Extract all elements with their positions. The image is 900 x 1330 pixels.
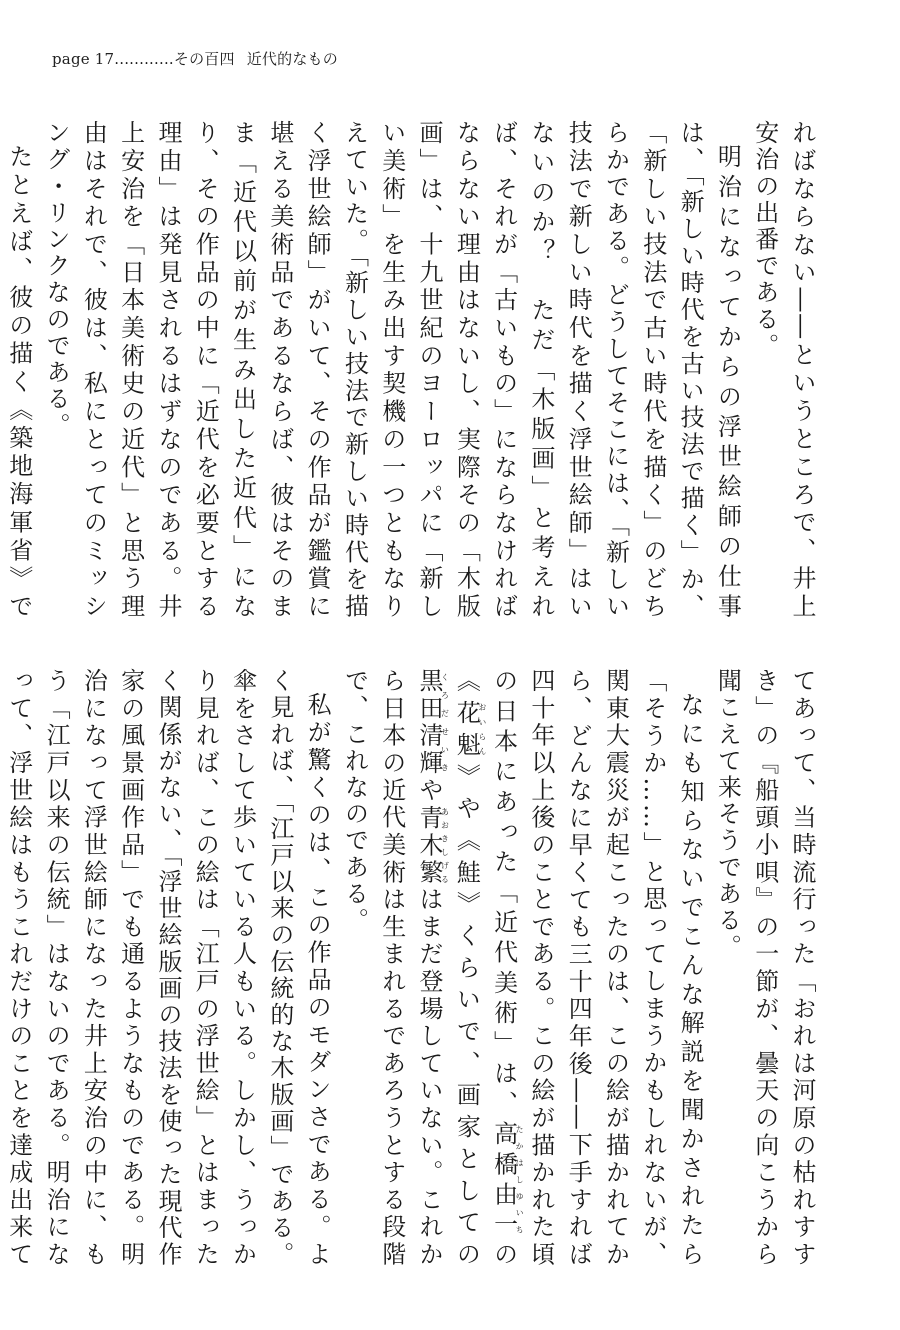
running-header xyxy=(52,48,338,69)
paragraph: なにも知らないでこんな解説を聞かされたら「そうか……」と思ってしまうかもしれないが、関東大震災が起こったのは、この絵が描かれてから、どんなに早くても三十四年後――下手すれば四十年以上後のことである。この絵が描かれた頃の日本にあった「近代美術」は、高橋由一たかはしゆいちの《花魁おいらん》や《鮭》くらいで、画家としての黒田清輝くろだせいきや青木繁あおきしげるはまだ登場していない。これから日本の近代美術は生まれるであろうとする段階で、これなのである。 xyxy=(340,668,705,1268)
paragraph: たとえば、彼の描く《築地海軍省》で xyxy=(4,144,33,620)
section-title: 近代的なもの xyxy=(246,50,338,68)
ruby-takahashi: 高橋由一たかはしゆいち xyxy=(489,1120,525,1242)
ruby-oiran: 花魁おいらん xyxy=(452,699,487,764)
ruby-kuroda: 黒田清輝くろだせいき xyxy=(415,668,450,778)
page-number: page 17 xyxy=(52,50,115,68)
lower-text-block xyxy=(4,668,820,1268)
paragraph: 私が驚くのは、この作品のモダンさである。よく見れば、「江戸以来の伝統的な木版画」である。傘をさして歩いている人もいる。しかし、うっかり見れば、この絵は「江戸の浮世絵」とはまったく関係がない、「浮世絵版画の技法を使った現代作家の風景画作品」でも通るようなものである。明治になって浮世絵師になった井上安治の中に、もう「江戸以来の伝統」はないのである。明治になって、浮世絵はもうこれだけのことを達成出来て xyxy=(4,668,332,1268)
paragraph: 明治になってからの浮世絵師の仕事は、「新しい時代を古い技法で描く」か、「新しい技法で古い時代を描く」のどちらかである。どうしてそこには、「新しい技法で新しい時代を描く浮世絵師」はいないのか？ ただ「木版画」と考えれば、それが「古いもの」にならなければならない理由はないし、実際その「木版画」は、十九世紀のヨーロッパに「新しい美術」を生み出す契機の一つともなりえていた。「新しい技法で新しい時代を描く浮世絵師」がいて、その作品が鑑賞に堪える美術品であるならば、彼はそのまま「近代以前が生み出した近代」になり、その作品の中に「近代を必要とする理由」は発見されるはずなのである。井上安治を「日本美術史の近代」と思う理由はそれで、彼は、私にとってのミッシング・リンクなのである。 xyxy=(42,120,742,620)
ruby-aoki: 青木繁あおきしげる xyxy=(415,804,450,887)
upper-text-block xyxy=(4,120,820,620)
section-number: その百四 xyxy=(173,50,235,68)
paragraph: ればならない――というところで、井上安治の出番である。 xyxy=(750,120,816,620)
paragraph: てあって、当時流行った「おれは河原の枯れすすき」の『船頭小唄』の一節が、曇天の向こうから聞こえて来そうである。 xyxy=(713,668,816,1268)
header-dots: ............ xyxy=(114,50,174,68)
